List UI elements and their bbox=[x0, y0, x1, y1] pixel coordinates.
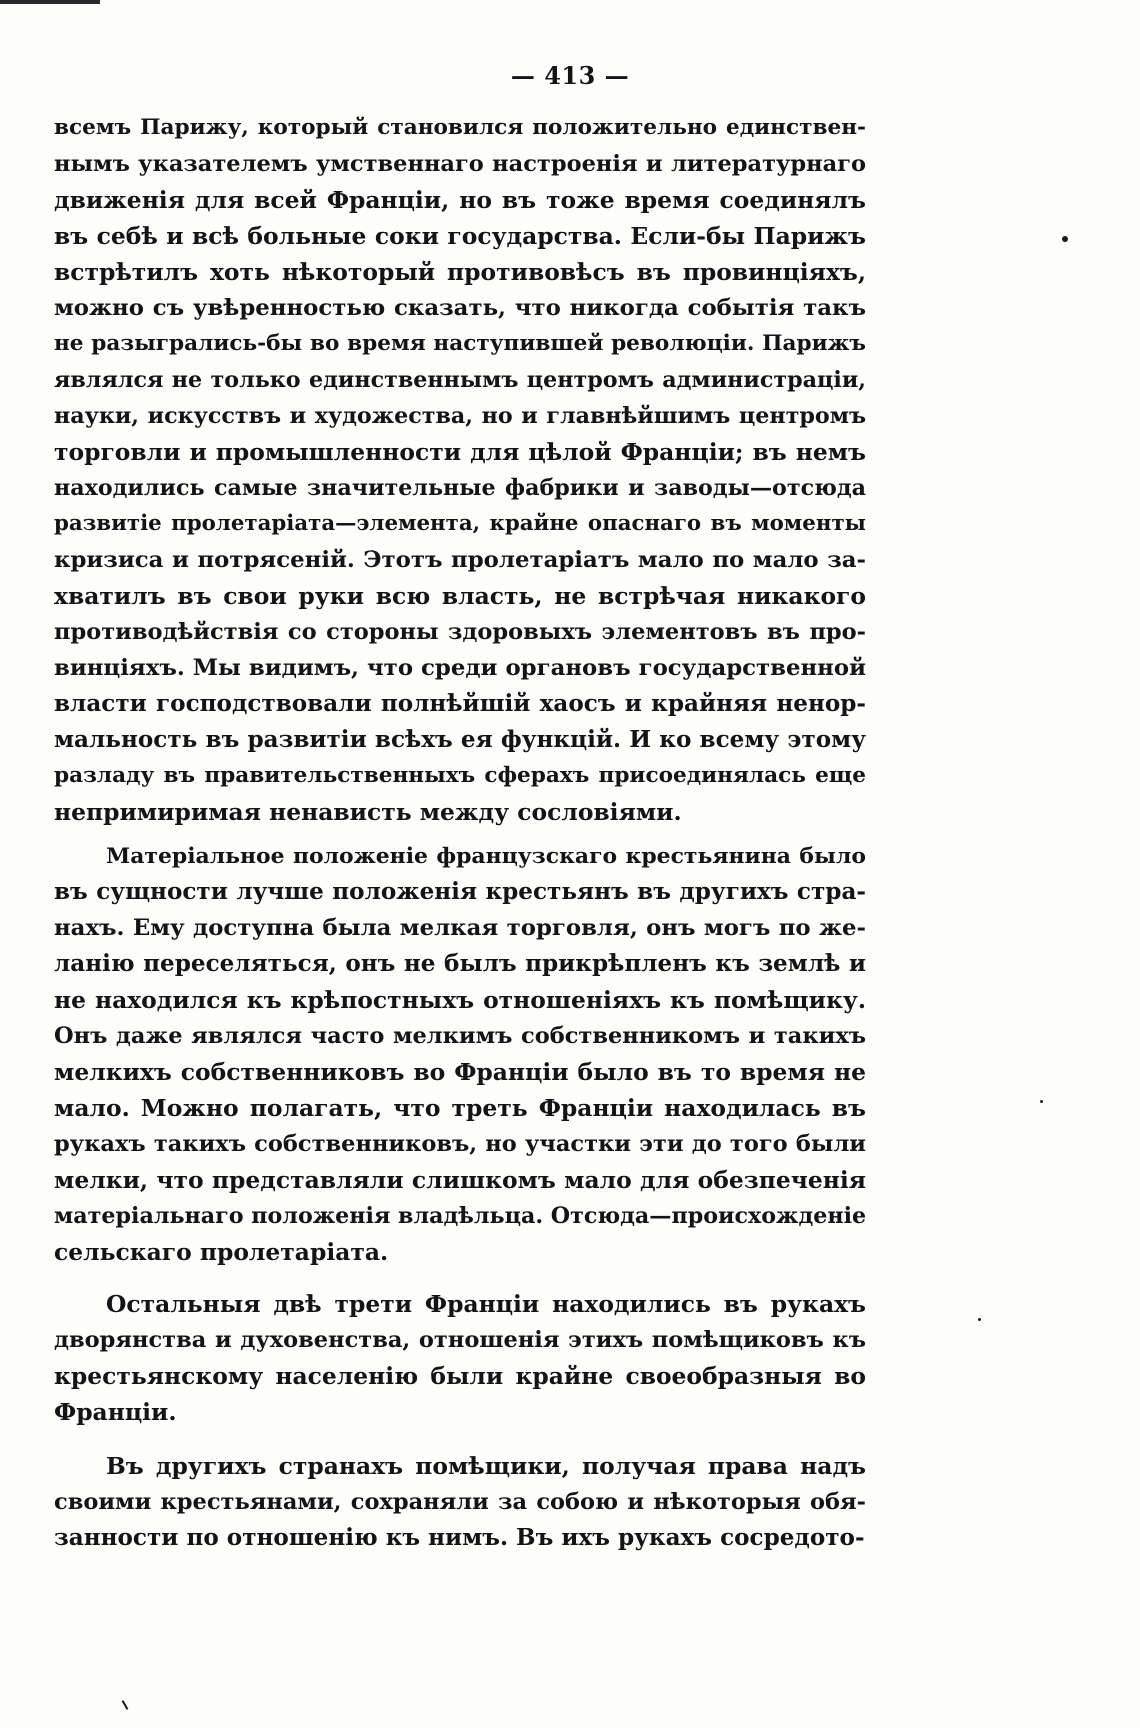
text-line: разладу въ правительственныхъ сферахъ присоединялась еще bbox=[54, 763, 866, 788]
text-line: въ себѣ и всѣ больные соки государства. Если-бы Парижъ bbox=[54, 222, 866, 250]
scan-edge-mark bbox=[0, 0, 100, 4]
text-line: рукахъ такихъ собственниковъ, но участки эти до того были bbox=[54, 1131, 866, 1157]
text-line: всемъ Парижу, который становился положительно единствен- bbox=[54, 115, 866, 140]
scan-speck bbox=[1062, 236, 1068, 242]
text-line: находились самые значительные фабрики и заводы—отсюда bbox=[54, 475, 866, 501]
text-line: сельскаго пролетаріата. bbox=[54, 1238, 389, 1266]
text-line: торговли и промышленности для цѣлой Франціи; въ немъ bbox=[54, 438, 866, 466]
text-line: своими крестьянами, сохраняли за собою и нѣкоторыя обя- bbox=[54, 1489, 866, 1515]
text-line: Онъ даже являлся часто мелкимъ собственникомъ и такихъ bbox=[54, 1023, 866, 1049]
paragraph bbox=[54, 1286, 866, 1430]
text-line: мелки, что представляли слишкомъ мало для обезпеченія bbox=[54, 1166, 866, 1194]
text-line: дворянства и духовенства, отношенія этихъ помѣщиковъ къ bbox=[54, 1327, 866, 1353]
text-line: Франціи. bbox=[54, 1398, 177, 1426]
scan-speck bbox=[978, 1318, 981, 1321]
text-line: занности по отношенію къ нимъ. Въ ихъ рукахъ сосредото- bbox=[54, 1524, 865, 1551]
text-line: не находился къ крѣпостныхъ отношеніяхъ къ помѣщику. bbox=[54, 986, 866, 1014]
text-line: мальность въ развитіи всѣхъ ея функцій. И ко всему этому bbox=[54, 726, 866, 753]
text-line: мелкихъ собственниковъ во Франціи было въ то время не bbox=[54, 1058, 866, 1086]
text-line: Въ другихъ странахъ помѣщики, получая права надъ bbox=[106, 1452, 866, 1480]
paragraph bbox=[54, 110, 866, 830]
text-line: можно съ увѣренностью сказать, что никогда событія такъ bbox=[54, 295, 866, 321]
text-line: въ сущности лучше положенія крестьянъ въ другихъ стра- bbox=[54, 878, 866, 905]
text-line: науки, искусствъ и художества, но и главнѣйшимъ центромъ bbox=[54, 403, 866, 429]
text-line: развитіе пролетаріата—элемента, крайне опаснаго въ моменты bbox=[54, 511, 866, 536]
text-line: противодѣйствія со стороны здоровыхъ элементовъ въ про- bbox=[54, 619, 866, 645]
text-line: не разыгрались-бы во время наступившей революціи. Парижъ bbox=[54, 331, 866, 356]
scan-speck bbox=[122, 1700, 129, 1710]
text-line: власти господствовали полнѣйшій хаосъ и крайняя ненор- bbox=[54, 690, 866, 717]
text-line: встрѣтилъ хоть нѣкоторый противовѣсъ въ провинціяхъ, bbox=[54, 258, 866, 286]
text-line: кризиса и потрясеній. Этотъ пролетаріатъ мало по мало за- bbox=[54, 547, 866, 573]
paragraph bbox=[54, 838, 866, 1270]
paragraph bbox=[54, 1448, 866, 1556]
text-line: Остальныя двѣ трети Франціи находились въ рукахъ bbox=[106, 1290, 866, 1318]
body-text bbox=[54, 110, 866, 1556]
text-line: мало. Можно полагать, что треть Франціи находилась въ bbox=[54, 1094, 866, 1122]
text-line: ланію переселяться, онъ не былъ прикрѣпленъ къ землѣ и bbox=[54, 950, 866, 977]
text-line: непримиримая ненависть между сословіями. bbox=[54, 798, 682, 826]
text-line: нымъ указателемъ умственнаго настроенія и литературнаго bbox=[54, 151, 866, 177]
text-line: нахъ. Ему доступна была мелкая торговля, онъ могъ по же- bbox=[54, 915, 866, 941]
page-number: — 413 — bbox=[510, 61, 630, 90]
text-line: матеріальнаго положенія владѣльца. Отсюда—происхожденіе bbox=[54, 1203, 867, 1229]
text-line: хватилъ въ свои руки всю власть, не встрѣчая никакого bbox=[54, 582, 866, 610]
text-line: Матеріальное положеніе французскаго крестьянина было bbox=[106, 843, 866, 869]
scan-speck bbox=[1040, 1100, 1043, 1103]
text-line: являлся не только единственнымъ центромъ администраціи, bbox=[54, 367, 866, 393]
text-line: движенія для всей Франціи, но въ тоже время соединялъ bbox=[54, 186, 866, 214]
text-line: винціяхъ. Мы видимъ, что среди органовъ государственной bbox=[54, 655, 866, 681]
text-line: крестьянскому населенію были крайне своеобразныя во bbox=[54, 1362, 866, 1390]
